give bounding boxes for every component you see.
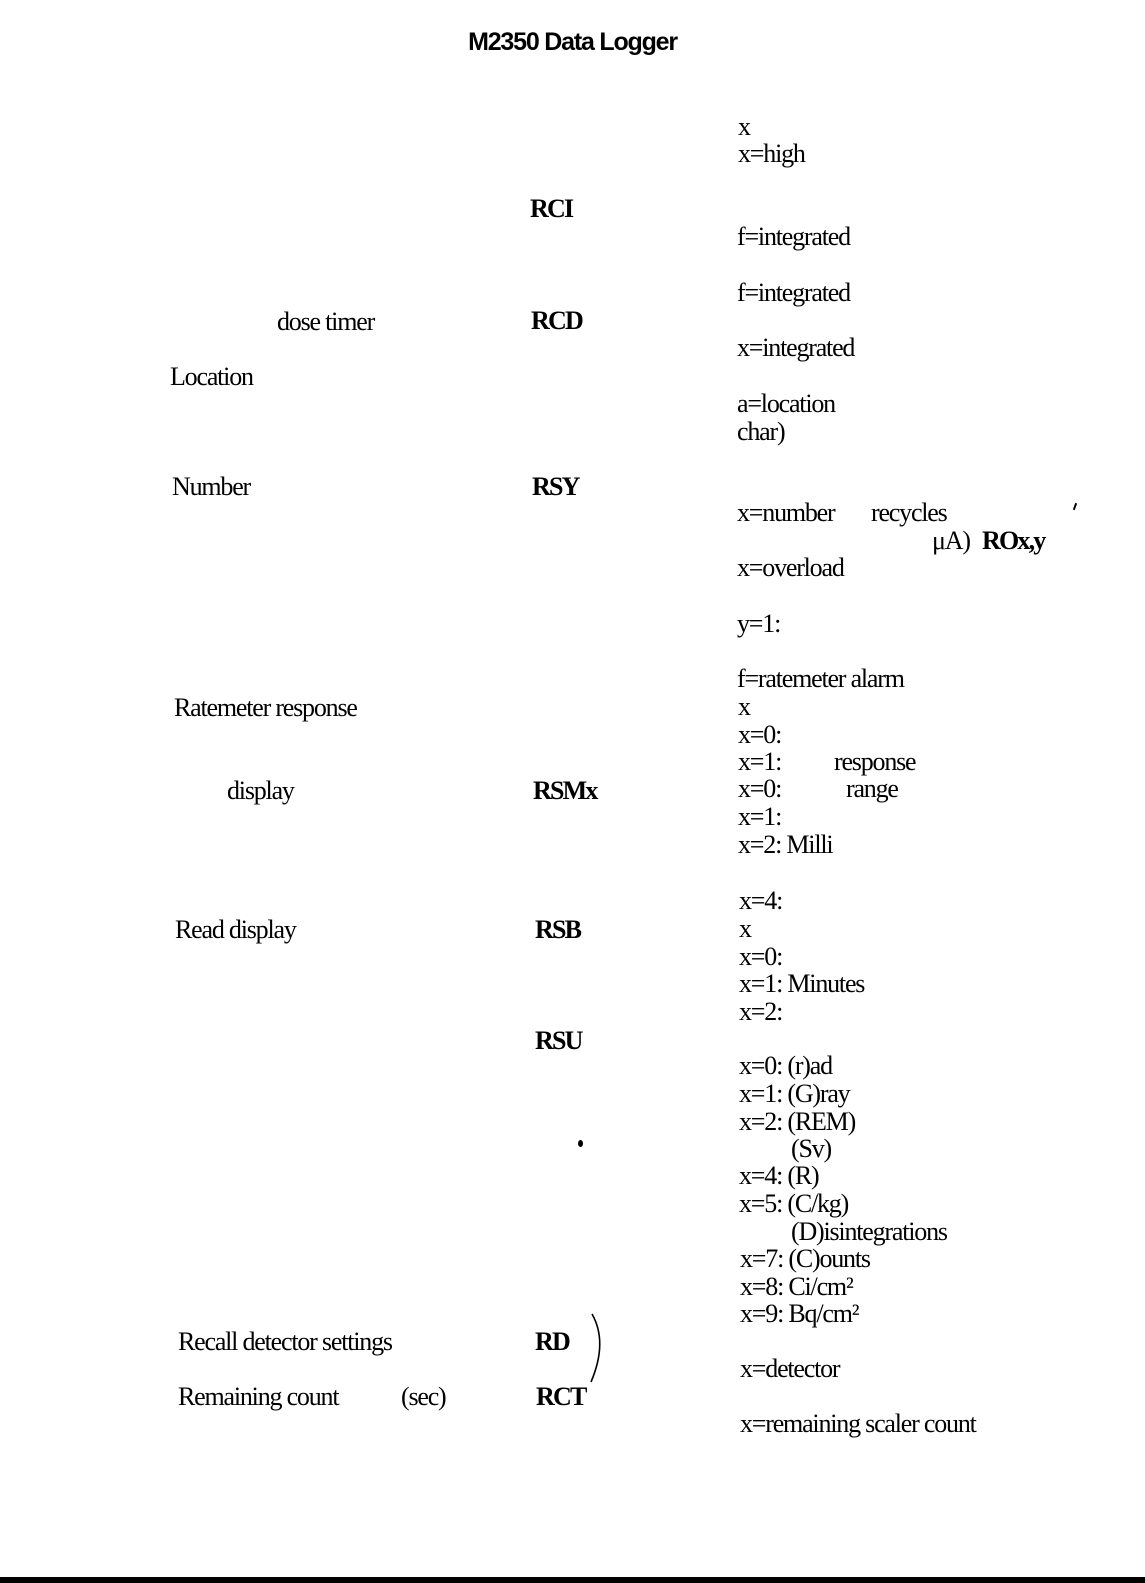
description-line: f=ratemeter alarm bbox=[737, 664, 904, 693]
description-line: x=1: (G)ray bbox=[739, 1079, 850, 1108]
description-line: x=4: bbox=[739, 886, 783, 915]
description-line: x=0: (r)ad bbox=[739, 1051, 832, 1080]
description-line: x=2: (REM) bbox=[739, 1107, 856, 1136]
description-line: x=1: Minutes bbox=[739, 969, 865, 998]
description-line: x=2: Milli bbox=[738, 830, 833, 859]
description-line: a=location bbox=[737, 389, 835, 418]
description-line: recycles bbox=[871, 498, 947, 527]
description-line: x bbox=[738, 692, 750, 721]
description-line: x bbox=[738, 112, 750, 141]
description-line: char) bbox=[737, 417, 785, 446]
description-line: x=0: bbox=[739, 942, 783, 971]
description-line: x=4: (R) bbox=[739, 1161, 819, 1190]
description-line: x=integrated bbox=[737, 333, 855, 362]
command-rci: RCI bbox=[530, 194, 573, 223]
location-label: Location bbox=[170, 362, 253, 391]
command-ro: ROx,y bbox=[982, 526, 1045, 555]
bracket-mark bbox=[586, 1312, 616, 1384]
description-line: x bbox=[739, 914, 751, 943]
tick-mark bbox=[1073, 503, 1077, 510]
description-line: x=number bbox=[737, 498, 835, 527]
description-line: x=2: bbox=[739, 997, 783, 1026]
description-line: x=detector bbox=[740, 1354, 840, 1383]
description-line: x=1: bbox=[738, 802, 782, 831]
description-line: range bbox=[846, 774, 898, 803]
description-line: x=5: (C/kg) bbox=[739, 1189, 849, 1218]
description-line: x=0: bbox=[738, 720, 782, 749]
remaining-count-label: Remaining count bbox=[178, 1382, 339, 1411]
speck-mark bbox=[578, 1140, 583, 1147]
read-display-label: Read display bbox=[175, 915, 296, 944]
dose-timer-label: dose timer bbox=[277, 307, 375, 336]
number-label: Number bbox=[172, 472, 250, 501]
recall-detector-settings-label: Recall detector settings bbox=[178, 1327, 392, 1356]
page-bottom-edge bbox=[0, 1577, 1145, 1583]
description-line: x=1: bbox=[738, 747, 782, 776]
description-line: x=remaining scaler count bbox=[740, 1409, 976, 1438]
description-line: x=high bbox=[738, 139, 805, 168]
command-rsy: RSY bbox=[532, 472, 579, 501]
command-rd: RD bbox=[535, 1327, 569, 1356]
description-line: (D)isintegrations bbox=[791, 1217, 947, 1246]
display-label: display bbox=[227, 776, 294, 805]
remaining-count-unit: (sec) bbox=[401, 1382, 446, 1411]
command-rcd: RCD bbox=[531, 306, 582, 335]
description-line: μA) bbox=[932, 526, 970, 555]
description-line: x=9: Bq/cm² bbox=[740, 1299, 859, 1328]
ratemeter-response-label: Ratemeter response bbox=[174, 693, 357, 722]
description-line: x=7: (C)ounts bbox=[740, 1244, 870, 1273]
description-line: x=8: Ci/cm² bbox=[740, 1272, 853, 1301]
command-rsmx: RSMx bbox=[533, 776, 597, 805]
description-line: response bbox=[834, 747, 916, 776]
command-rct: RCT bbox=[536, 1382, 586, 1411]
description-line: x=0: bbox=[738, 774, 782, 803]
command-rsb: RSB bbox=[535, 915, 581, 944]
document-title: M2350 Data Logger bbox=[468, 28, 677, 56]
description-line: x=overload bbox=[737, 553, 844, 582]
command-rsu: RSU bbox=[535, 1026, 582, 1055]
description-line: (Sv) bbox=[791, 1134, 831, 1163]
description-line: f=integrated bbox=[737, 278, 850, 307]
description-line: y=1: bbox=[737, 609, 781, 638]
description-line: f=integrated bbox=[737, 222, 850, 251]
